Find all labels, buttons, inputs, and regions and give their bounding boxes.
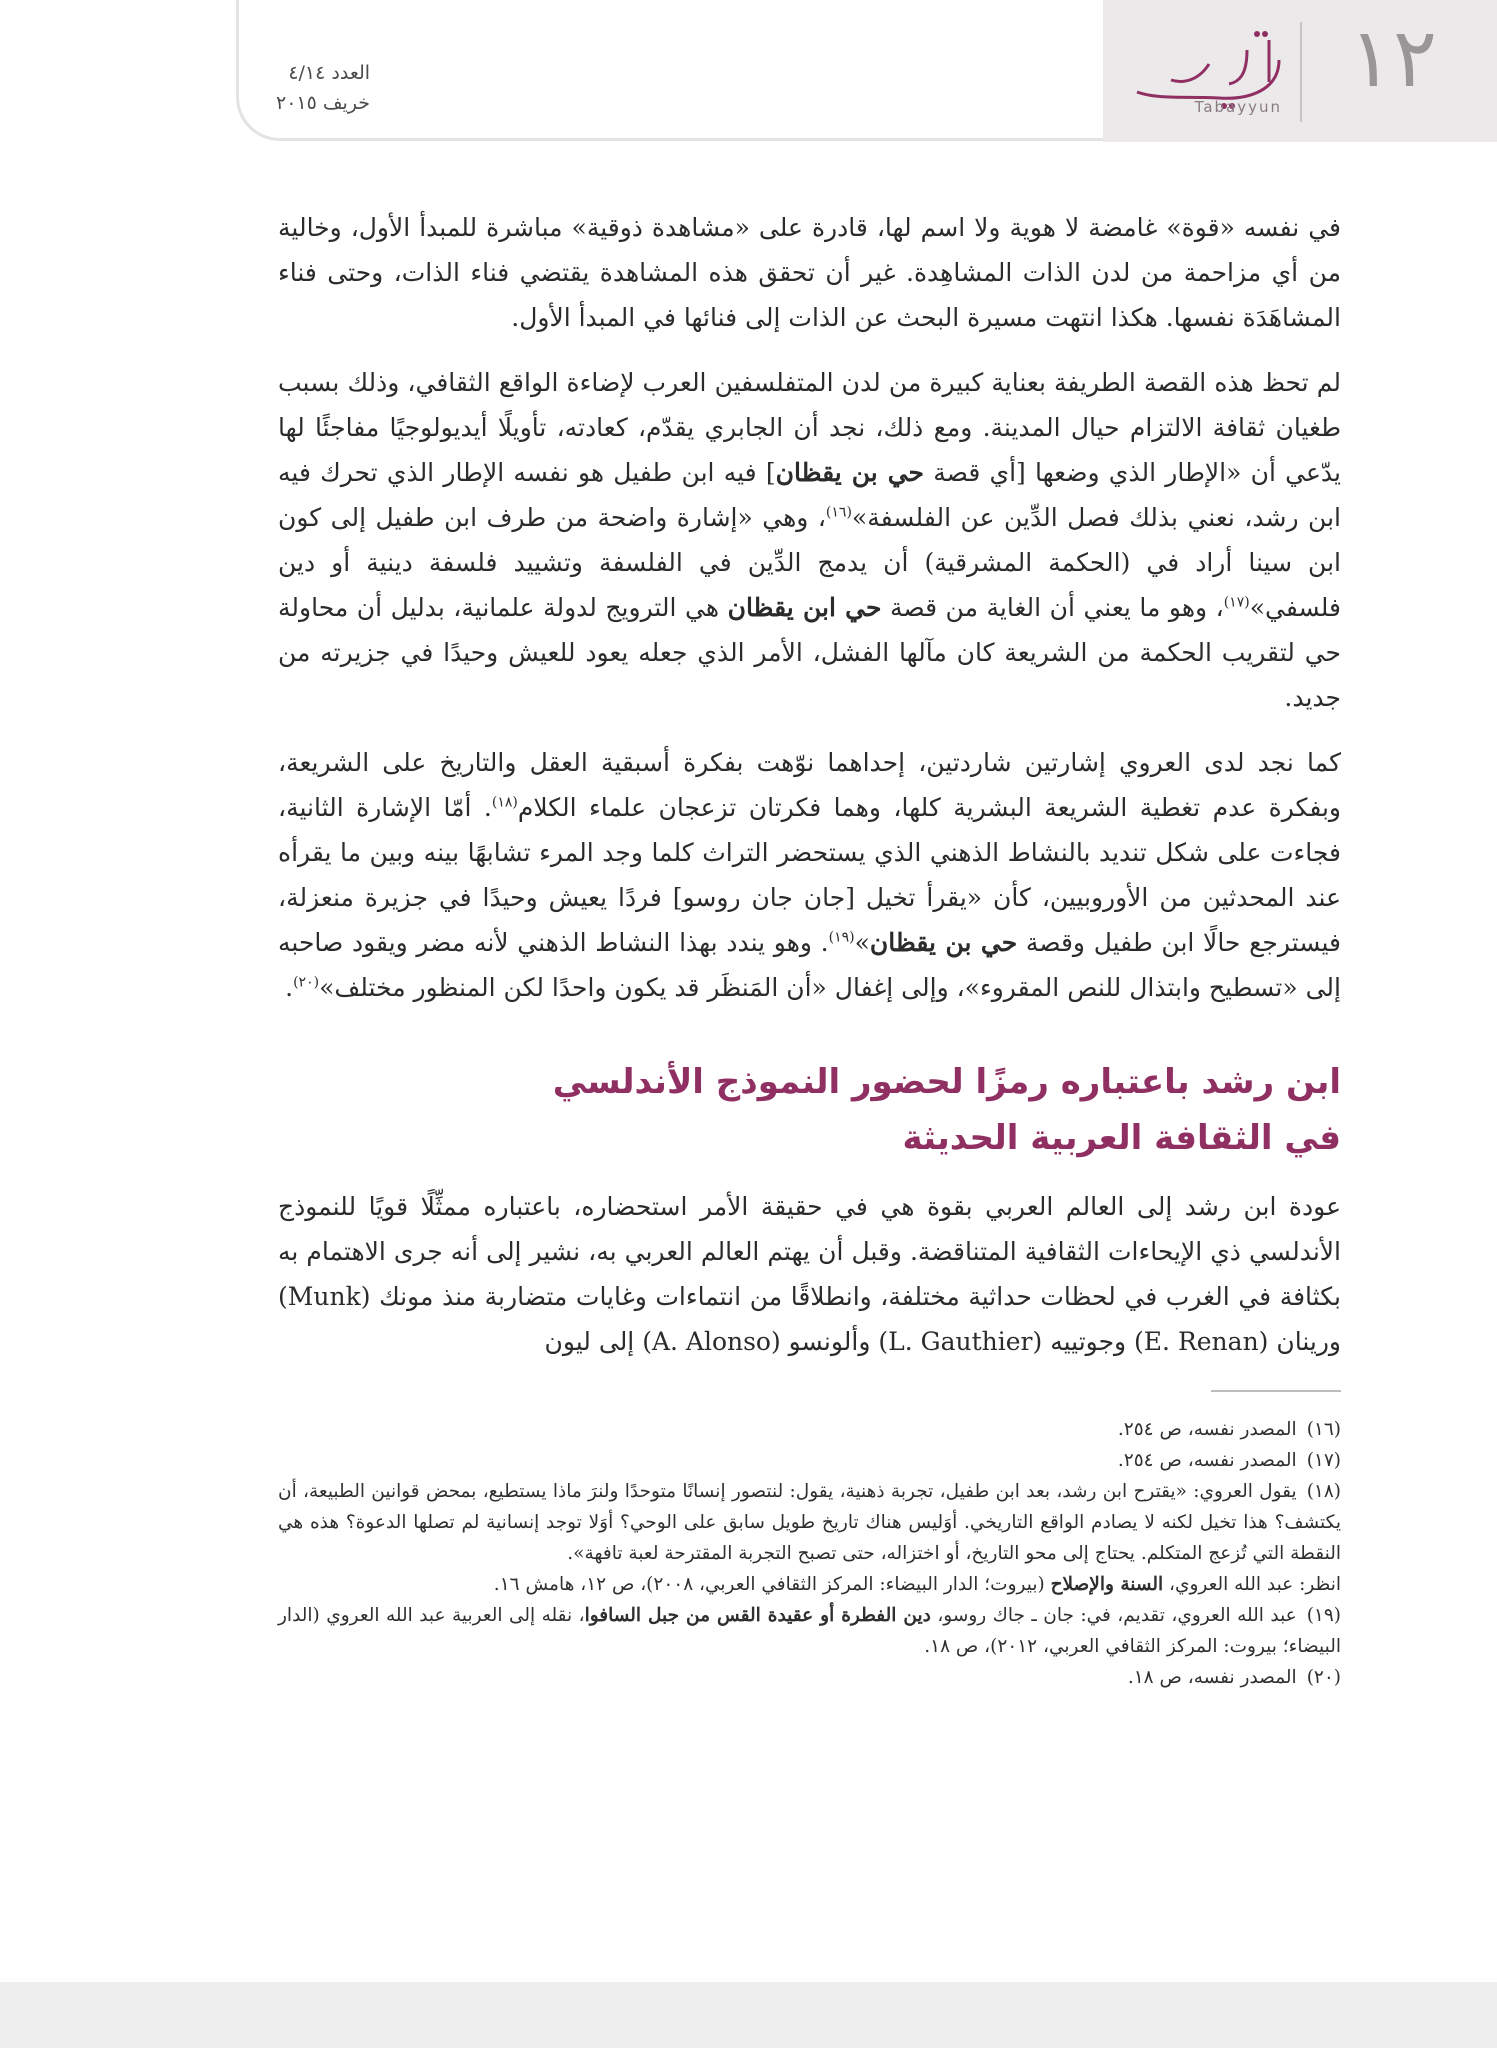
logo-latin-text: Tabayyun <box>1194 98 1282 116</box>
paragraph-4: عودة ابن رشد إلى العالم العربي بقوة هي في حقيقة الأمر استحضاره، باعتباره ممثِّلًا قويًا للنموذج الأندلسي ذي الإيحاءات الثقافية المتناقضة. وقبل أن يهتم العالم العربي به، نشير إلى أنه جرى الاهتمام به بكثافة في الغرب في لحظات حداثية مختلفة، وانطلاقًا من انتماءات وغايات متضاربة منذ مونك (Munk) ورينان (E. Renan) وجوتييه (L. Gauthier) وألونسو (A. Alonso) إلى ليون <box>278 1192 1341 1356</box>
footnote-ref: (١٧) <box>1223 594 1250 611</box>
footnotes <box>278 1414 1341 1693</box>
paragraph-3: كما نجد لدى العروي إشارتين شاردتين، إحداهما نوّهت بفكرة أسبقية العقل والتاريخ على الشريعة، وبفكرة عدم تغطية الشريعة البشرية كلها، وهما فكرتان تزعجان علماء الكلام$^{(١٨)}$. أمّا الإشارة الثانية، فجاءت على شكل تنديد بالنشاط الذهني الذي يستحضر التراث كلما وجد المرء تشابهًا بينه وبين ما يقرأه عند المحدثين من الأوروبيين، كأن «يقرأ تخيل [جان جان روسو] فردًا يعيش وحيدًا في جزيرة منعزلة، فيسترجع حالًا ابن طفيل وقصة حي بن يقظان»$^{(١٩)}$. وهو يندد بهذا النشاط الذهني لأنه مضر ويقود صاحبه إلى «تسطيح وابتذال للنص المقروء»، وإلى إغفال «أن المَنظَر قد يكون واحدًا لكن المنظور مختلف»$^{(٢٠)}$. <box>278 748 1341 1002</box>
paragraph-2: لم تحظ هذه القصة الطريفة بعناية كبيرة من لدن المتفلسفين العرب لإضاءة الواقع الثقافي، وذلك بسبب طغيان ثقافة الالتزام حيال المدينة. ومع ذلك، نجد أن الجابري يقدّم، كعادته، تأويلًا أيديولوجيًا مفاجئًا لها يدّعي أن «الإطار الذي وضعها [أي قصة حي بن يقظان] فيه ابن طفيل هو نفسه الإطار الذي تحرك فيه ابن رشد، نعني بذلك فصل الدِّين عن الفلسفة»$^{(١٦)}$، وهي «إشارة واضحة من طرف ابن طفيل إلى كون ابن سينا أراد في (الحكمة المشرقية) أن يدمج الدِّين في الفلسفة وتشييد فلسفة دينية أو دين فلسفي»$^{(١٧)}$، وهو ما يعني أن الغاية من قصة حي ابن يقظان هي الترويج لدولة علمانية، بدليل أن محاولة حي لتقريب الحكمة من الشريعة كان مآلها الفشل، الأمر الذي جعله يعود للعيش وحيدًا في جزيرته من جديد. <box>278 368 1341 712</box>
footnote-ref: (١٦) <box>825 504 852 521</box>
book-title: حي ابن يقظان <box>727 593 882 622</box>
footnote-20: (٢٠)المصدر نفسه، ص ١٨. <box>1127 1667 1341 1688</box>
footnote-16: (١٦)المصدر نفسه، ص ٢٥٤. <box>1117 1419 1341 1440</box>
page-header <box>0 0 1497 142</box>
book-title: حي بن يقظان <box>869 928 1018 957</box>
footnote-18: (١٨)يقول العروي: «يقترح ابن رشد، بعد ابن طفيل، تجربة ذهنية، يقول: لنتصور إنسانًا متوحدًا ولنرَ ماذا يستطيع، بمحض قوانين الطبيعة، أن يكتشف؟ هذا تخيل لكنه لا يصادم الواقع التاريخي. أوَليس هناك تاريخ طويل سابق على الوحي؟ أوَلا توجد إنسانية لم تصلها الدعوة؟ هذه هي النقطة التي تُزعج المتكلم. يحتاج إلى محو التاريخ، أو اختزاله، حتى تصبح التجربة المقترحة لعبة تافهة». <box>278 1481 1341 1564</box>
article-body <box>278 205 1341 1693</box>
logo-arabic-text: تبيُّن <box>1207 60 1209 61</box>
header-divider <box>1300 22 1302 122</box>
footnote-19: (١٩)عبد الله العروي، تقديم، في: جان ـ جاك روسو، دين الفطرة أو عقيدة القس من جبل السافوا، نقله إلى العربية عبد الله العروي (الدار البيضاء؛ بيروت: المركز الثقافي العربي، ٢٠١٢)، ص ١٨. <box>278 1605 1341 1657</box>
section-heading: ابن رشد باعتباره رمزًا لحضور النموذج الأندلسي في الثقافة العربية الحديثة <box>552 1062 1341 1158</box>
issue-season: خريف ٢٠١٥ <box>276 92 371 114</box>
footnote-17: (١٧)المصدر نفسه، ص ٢٥٤. <box>1117 1450 1341 1471</box>
book-title: حي بن يقظان <box>775 458 925 487</box>
issue-label: العدد ٤/١٤ <box>288 62 371 84</box>
footnote-ref: (١٨) <box>491 794 518 811</box>
page-number: ١٢ <box>1348 11 1437 106</box>
page-footer-band <box>0 1982 1497 2048</box>
issue-info <box>276 58 370 118</box>
footnote-ref: (١٩) <box>828 929 855 946</box>
footnote-18-reference: انظر: عبد الله العروي، السنة والإصلاح (بيروت؛ الدار البيضاء: المركز الثقافي العربي، ٢٠٠٨)، ص ١٢، هامش ١٦. <box>493 1574 1341 1595</box>
footnote-divider <box>1211 1390 1341 1392</box>
paragraph-1: في نفسه «قوة» غامضة لا هوية ولا اسم لها، قادرة على «مشاهدة ذوقية» مباشرة للمبدأ الأول، وخالية من أي مزاحمة من لدن الذات المشاهِدة. غير أن تحقق هذه المشاهدة يقتضي فناء الذات، وحتى فناء المشاهَدَة نفسها. هكذا انتهت مسيرة البحث عن الذات إلى فنائها في المبدأ الأول. <box>278 213 1341 332</box>
footnote-ref: (٢٠) <box>293 974 320 991</box>
